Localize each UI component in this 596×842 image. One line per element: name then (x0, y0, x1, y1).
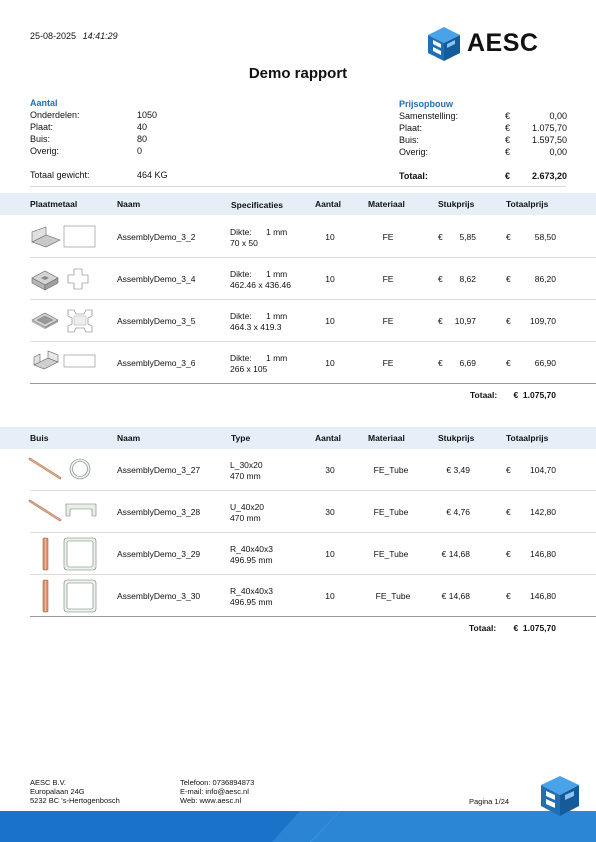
currency-symbol: € (438, 316, 443, 326)
unit-price: € 14,68 (441, 591, 470, 601)
quantity: 10 (325, 549, 335, 559)
aantal-label: Plaat: (30, 122, 54, 132)
aantal-heading: Aantal (30, 98, 58, 108)
currency-symbol: € (506, 465, 511, 475)
total-price: 58,50 (534, 232, 556, 242)
price-value: 0,00 (549, 147, 567, 157)
company-phone: Telefoon: 0736894873 (180, 778, 255, 787)
currency-symbol: € (505, 171, 511, 181)
total-price: 146,80 (530, 591, 556, 601)
price-label: Samenstelling: (399, 111, 459, 121)
currency-symbol: € (505, 147, 511, 157)
company-contact (180, 778, 254, 805)
unit-price: 10,97 (454, 316, 476, 326)
currency-symbol: € (505, 123, 511, 133)
profile-length: 470 mm (230, 513, 261, 523)
footer-logo-cube-icon (540, 775, 580, 817)
quantity: 10 (325, 358, 335, 368)
company-address (30, 778, 120, 805)
logo-text: AESC (467, 29, 539, 57)
col-header: Buis (30, 433, 49, 443)
page-number: Pagina 1/24 (469, 797, 510, 806)
aantal-label: Buis: (30, 134, 51, 144)
currency-symbol: € (506, 549, 511, 559)
price-value: 1.597,50 (531, 135, 567, 145)
price-total-value: 2.673,20 (531, 171, 567, 181)
quantity: 10 (325, 316, 335, 326)
spec-label: Dikte: (230, 227, 252, 237)
col-header: Materiaal (368, 199, 405, 209)
total-price: 86,20 (534, 274, 556, 284)
company-logo (427, 26, 567, 62)
aantal-label: Overig: (30, 146, 60, 156)
aantal-value: 0 (137, 146, 143, 156)
page-title: Demo rapport (248, 65, 348, 82)
unit-price: 5,85 (459, 232, 476, 242)
currency-symbol: € (438, 358, 443, 368)
weight-value: 464 KG (137, 170, 168, 180)
spec-thickness: 1 mm (266, 269, 288, 279)
row-divider (30, 299, 596, 300)
profile-length: 496.95 mm (230, 555, 273, 565)
profile-length: 496.95 mm (230, 597, 273, 607)
spec-label: Dikte: (230, 269, 252, 279)
plaat-total-value: € 1.075,70 (513, 390, 556, 400)
col-header: Totaalprijs (506, 199, 549, 209)
prijsopbouw-heading: Prijsopbouw (399, 99, 453, 109)
spec-label: Dikte: (230, 353, 252, 363)
material: FE_Tube (373, 465, 409, 475)
company-name: AESC B.V. (30, 778, 66, 787)
row-divider (30, 532, 596, 533)
currency-symbol: € (505, 135, 511, 145)
col-header: Aantal (315, 433, 341, 443)
col-header: Aantal (315, 199, 341, 209)
currency-symbol: € (505, 111, 511, 121)
total-price: 66,90 (534, 358, 556, 368)
profile-type: R_40x40x3 (230, 544, 274, 554)
footer-band (0, 811, 596, 842)
aantal-value: 80 (137, 134, 148, 144)
total-price: 109,70 (530, 316, 556, 326)
row-divider (30, 574, 596, 575)
col-header: Specificaties (231, 200, 283, 210)
aantal-value: 40 (137, 122, 148, 132)
box-plate-thumbnail-icon (30, 266, 98, 292)
spec-dimensions: 462.46 x 436.46 (230, 280, 291, 290)
currency-symbol: € (506, 358, 511, 368)
currency-symbol: € (506, 274, 511, 284)
material: FE (382, 358, 394, 368)
row-divider (30, 616, 596, 617)
weight-label: Totaal gewicht: (30, 170, 90, 180)
spec-dimensions: 70 x 50 (230, 238, 258, 248)
aantal-label: Onderdelen: (30, 110, 80, 120)
unit-price: 6,69 (459, 358, 476, 368)
buis-total-value: € 1.075,70 (513, 623, 556, 633)
currency-symbol: € (506, 232, 511, 242)
row-divider (30, 257, 596, 258)
company-street: Europalaan 24G (30, 787, 85, 796)
bracket-plate-thumbnail-icon (30, 349, 98, 375)
quantity: 30 (325, 465, 335, 475)
price-value: 0,00 (549, 111, 567, 121)
profile-type: L_30x20 (230, 460, 263, 470)
unit-price: € 3,49 (446, 465, 470, 475)
tray-plate-thumbnail-icon (30, 307, 98, 333)
currency-symbol: € (438, 274, 443, 284)
profile-type: R_40x40x3 (230, 586, 274, 596)
col-header: Naam (117, 199, 141, 209)
quantity: 10 (325, 591, 335, 601)
total-price: 104,70 (530, 465, 556, 475)
unit-price: 8,62 (459, 274, 476, 284)
material: FE_Tube (375, 591, 411, 601)
square-tube-thumbnail-icon (38, 578, 100, 614)
material: FE (382, 316, 394, 326)
col-header: Plaatmetaal (30, 199, 78, 209)
total-price: 142,80 (530, 507, 556, 517)
square-tube-thumbnail-icon (38, 536, 100, 572)
angle-tube-thumbnail-icon (28, 456, 96, 482)
report-date (30, 31, 118, 41)
plaat-total-label: Totaal: (470, 390, 498, 400)
aantal-value: 1050 (137, 110, 158, 120)
company-city: 5232 BC 's-Hertogenbosch (30, 796, 120, 805)
logo-cube-icon (427, 26, 461, 62)
divider (30, 186, 566, 187)
quantity: 30 (325, 507, 335, 517)
spec-thickness: 1 mm (266, 353, 288, 363)
company-email: E-mail: info@aesc.nl (180, 787, 249, 796)
part-name: AssemblyDemo_3_28 (117, 507, 201, 517)
quantity: 10 (325, 232, 335, 242)
date-text: 25-08-2025 (30, 31, 77, 41)
price-label: Overig: (399, 147, 429, 157)
company-web: Web: www.aesc.nl (180, 796, 242, 805)
price-value: 1.075,70 (531, 123, 567, 133)
unit-price: € 4,76 (446, 507, 470, 517)
price-label: Plaat: (399, 123, 423, 133)
spec-thickness: 1 mm (266, 311, 288, 321)
currency-symbol: € (438, 232, 443, 242)
col-header: Totaalprijs (506, 433, 549, 443)
currency-symbol: € (506, 507, 511, 517)
material: FE (382, 232, 394, 242)
material: FE_Tube (373, 549, 409, 559)
price-label: Buis: (399, 135, 420, 145)
material: FE (382, 274, 394, 284)
col-header: Naam (117, 433, 141, 443)
spec-label: Dikte: (230, 311, 252, 321)
part-name: AssemblyDemo_3_4 (117, 274, 196, 284)
profile-length: 470 mm (230, 471, 261, 481)
profile-type: U_40x20 (230, 502, 265, 512)
buis-total-label: Totaal: (469, 623, 497, 633)
currency-symbol: € (506, 591, 511, 601)
col-header: Materiaal (368, 433, 405, 443)
spec-dimensions: 266 x 105 (230, 364, 268, 374)
col-header: Stukprijs (438, 433, 475, 443)
total-price: 146,80 (530, 549, 556, 559)
part-name: AssemblyDemo_3_27 (117, 465, 201, 475)
row-divider (30, 383, 596, 384)
quantity: 10 (325, 274, 335, 284)
u-channel-thumbnail-icon (28, 498, 98, 524)
bent-plate-thumbnail-icon (30, 224, 98, 250)
part-name: AssemblyDemo_3_5 (117, 316, 196, 326)
price-total-label: Totaal: (399, 171, 428, 181)
part-name: AssemblyDemo_3_2 (117, 232, 196, 242)
row-divider (30, 490, 596, 491)
row-divider (30, 341, 596, 342)
spec-thickness: 1 mm (266, 227, 288, 237)
currency-symbol: € (506, 316, 511, 326)
material: FE_Tube (373, 507, 409, 517)
part-name: AssemblyDemo_3_30 (117, 591, 201, 601)
part-name: AssemblyDemo_3_6 (117, 358, 196, 368)
col-header: Type (231, 433, 251, 443)
spec-dimensions: 464.3 x 419.3 (230, 322, 282, 332)
part-name: AssemblyDemo_3_29 (117, 549, 201, 559)
col-header: Stukprijs (438, 199, 475, 209)
time-text: 14:41:29 (82, 31, 118, 41)
unit-price: € 14,68 (441, 549, 470, 559)
